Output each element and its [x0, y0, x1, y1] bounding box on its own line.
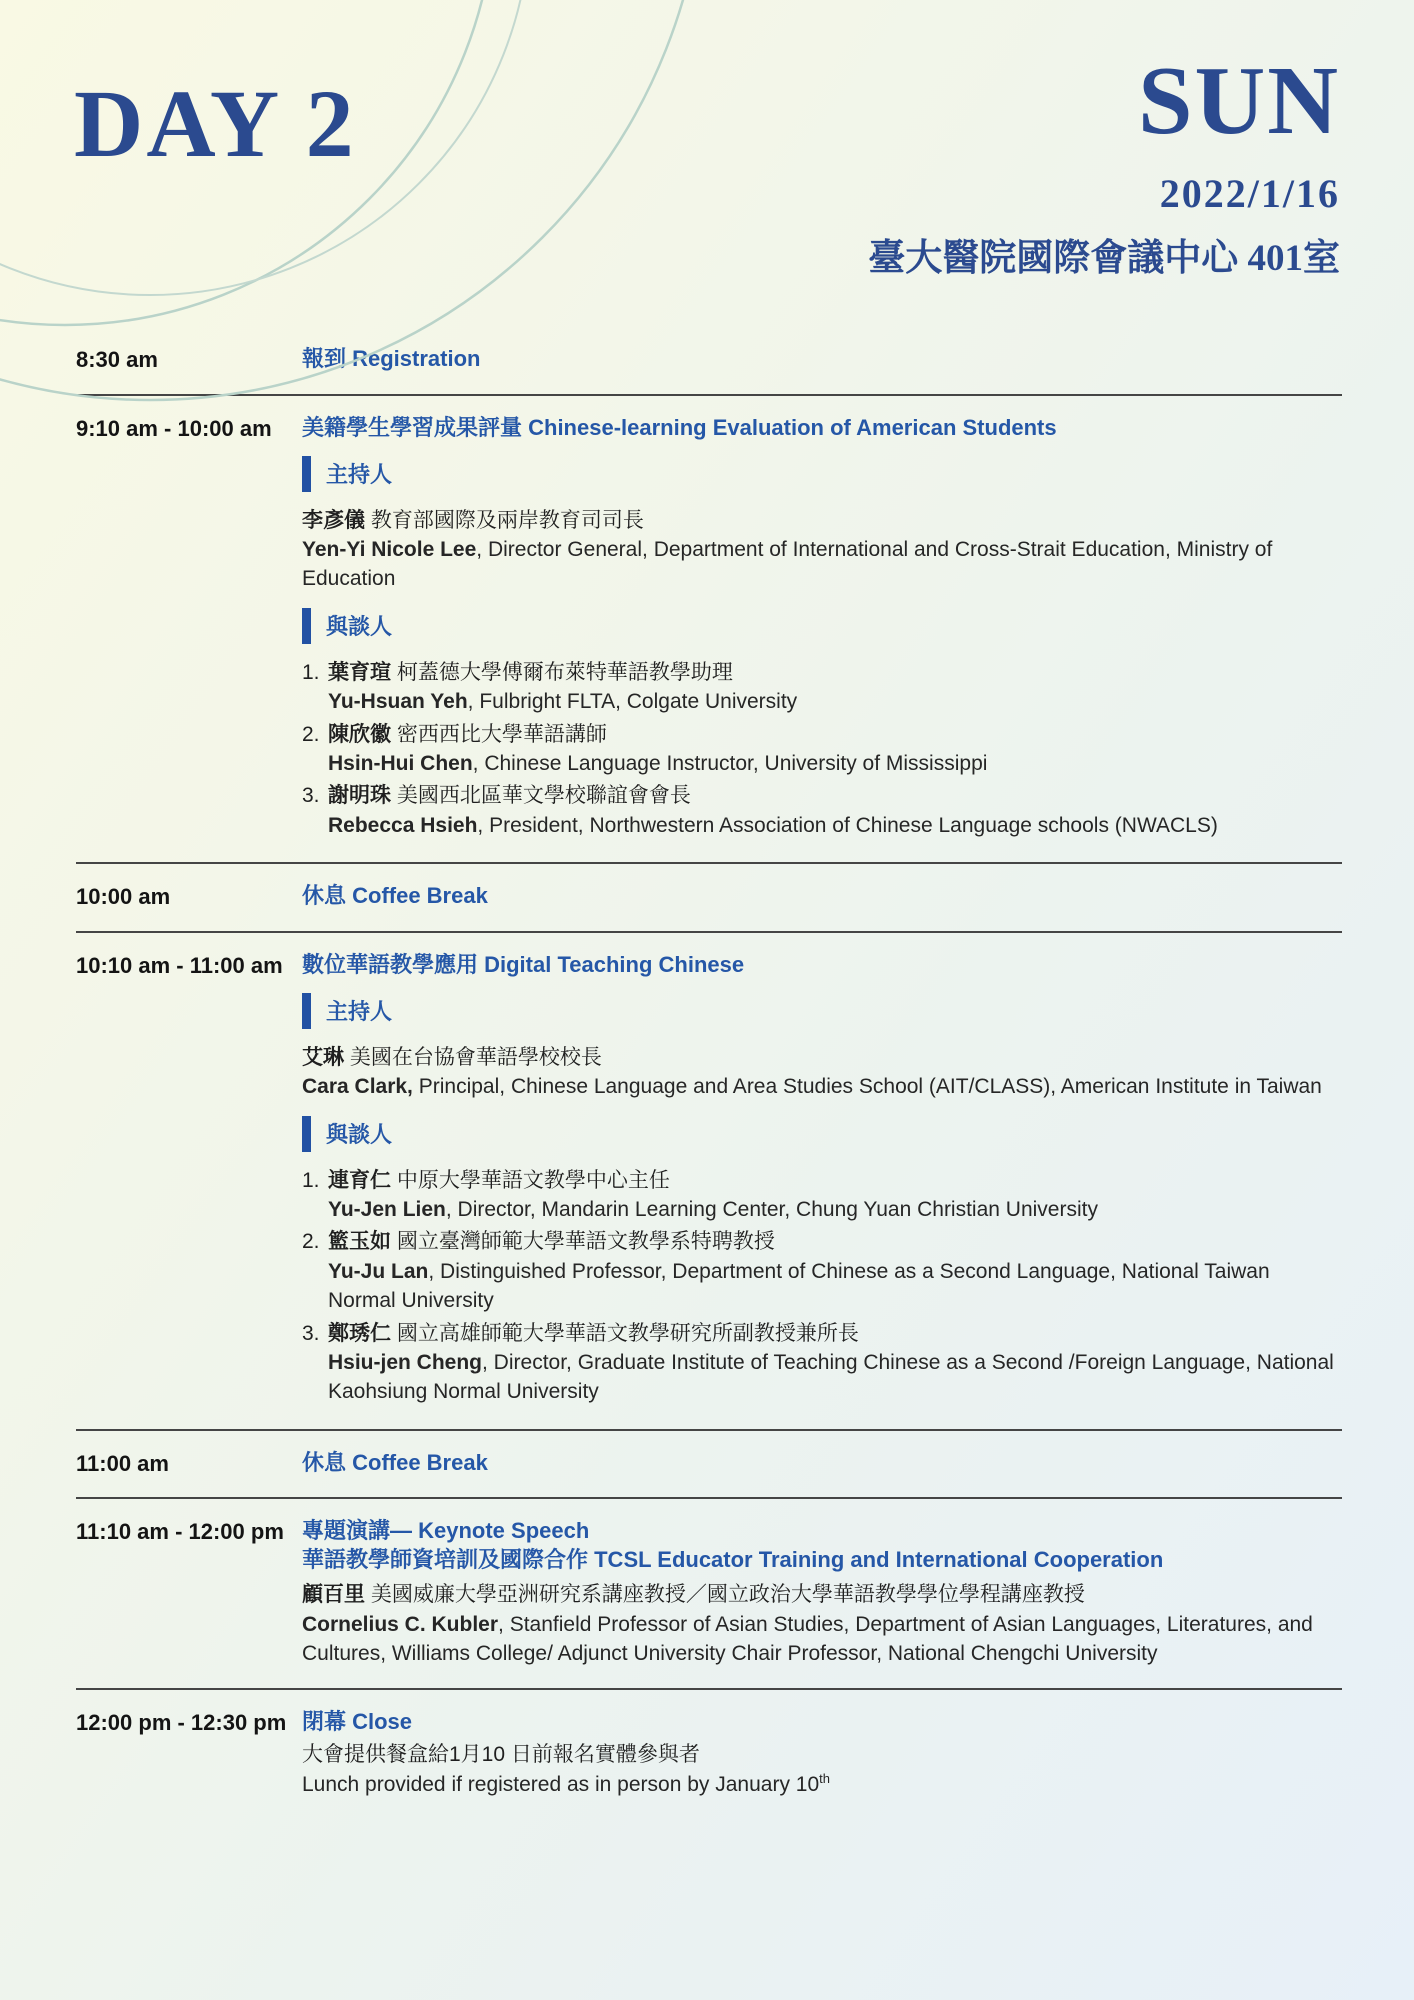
- schedule-table: [76, 327, 1342, 1819]
- speaker-name-cn: 籃玉如: [328, 1230, 391, 1254]
- speaker-affiliation-cn: 美國威廉大學亞洲研究系講座教授／國立政治大學華語教學學位學程講座教授: [365, 1583, 1085, 1607]
- panelist-list: [302, 1166, 1342, 1407]
- speaker-affiliation-cn: 國立高雄師範大學華語文教學研究所副教授兼所長: [391, 1321, 859, 1345]
- session-content: [302, 344, 1342, 375]
- panelist-number: 3.: [302, 784, 320, 808]
- role-bar: [302, 456, 311, 492]
- session-title: 休息 Coffee Break: [302, 1449, 488, 1475]
- speaker-affiliation-cn: 密西西比大學華語講師: [391, 722, 607, 746]
- session-time: 12:00 pm - 12:30 pm: [76, 1709, 287, 1735]
- role-bar: [302, 608, 311, 644]
- speaker-name-cn: 連育仁: [328, 1168, 391, 1192]
- session-content: [302, 1707, 1342, 1801]
- header-right: [868, 47, 1340, 281]
- moderator-label: 主持人: [326, 999, 393, 1025]
- schedule-row-session1: [76, 396, 1342, 863]
- panelists-label: 與談人: [326, 1122, 393, 1148]
- speaker-name-cn: 鄭琇仁: [328, 1321, 391, 1345]
- session-content: [302, 413, 1342, 844]
- speaker-name-cn: 艾琳: [302, 1045, 344, 1069]
- day-title: DAY 2: [74, 70, 357, 177]
- session-content: [302, 1516, 1342, 1668]
- speaker-name-cn: 陳欣徽: [328, 722, 391, 746]
- speaker-name-cn: 謝明珠: [328, 784, 391, 808]
- speaker-affiliation-en: Principal, Chinese Language and Area Studies School (AIT/CLASS), American Institute in Taiwan: [412, 1075, 1322, 1099]
- panelist-item: [302, 658, 1342, 717]
- session-time: 9:10 am - 10:00 am: [76, 415, 272, 441]
- schedule-row-registration: [76, 327, 1342, 394]
- speaker-affiliation-cn: 柯蓋德大學傅爾布萊特華語教學助理: [391, 660, 733, 684]
- speaker-name-en: Rebecca Hsieh: [328, 813, 478, 837]
- schedule-row-session2: [76, 933, 1342, 1429]
- schedule-row-keynote: [76, 1499, 1342, 1687]
- header: [0, 0, 1414, 281]
- session-title: 美籍學生學習成果評量 Chinese-learning Evaluation of American Students: [302, 414, 1057, 440]
- speaker-affiliation-en: , President, Northwestern Association of Chinese Language schools (NWACLS): [477, 813, 1218, 837]
- schedule-row-coffee-break-2: [76, 1431, 1342, 1498]
- session-title: 數位華語教學應用 Digital Teaching Chinese: [302, 951, 745, 977]
- weekday-title: SUN: [1137, 47, 1340, 155]
- role-bar: [302, 993, 311, 1029]
- speaker-name-cn: 顧百里: [302, 1583, 365, 1607]
- lunch-note-en: [302, 1770, 1342, 1800]
- speaker-name-en: Cara Clark,: [302, 1075, 413, 1099]
- speaker-affiliation-cn: 國立臺灣師範大學華語文教學系特聘教授: [391, 1230, 775, 1254]
- lunch-note-en-text: Lunch provided if registered as in person by January 10: [302, 1772, 820, 1796]
- keynote-title-line1: 專題演講— Keynote Speech: [302, 1518, 590, 1544]
- panelists-section-header: [302, 608, 1342, 644]
- panelist-number: 2.: [302, 722, 320, 746]
- speaker-name-en: Yu-Ju Lan: [328, 1259, 429, 1283]
- speaker-affiliation-en: , Director, Graduate Institute of Teaching Chinese as a Second /Foreign Language, National Kaohsiung Normal University: [328, 1350, 1334, 1404]
- speaker-name-cn: 李彥儀: [302, 508, 365, 532]
- session-title: 閉幕 Close: [302, 1708, 413, 1734]
- panelist-item: [302, 1319, 1342, 1407]
- speaker-name-en: Yu-Hsuan Yeh: [328, 690, 468, 714]
- panelists-section-header: [302, 1116, 1342, 1152]
- keynote-speaker-line-en: [302, 1610, 1342, 1669]
- panelist-item: [302, 1166, 1342, 1225]
- moderator-label: 主持人: [326, 462, 393, 488]
- moderator-line-en: [302, 1072, 1342, 1101]
- panelist-number: 3.: [302, 1321, 320, 1345]
- panelist-body: [328, 720, 1342, 779]
- session-content: [302, 1448, 1342, 1479]
- session-time: 11:00 am: [76, 1450, 169, 1476]
- panelist-item: [302, 781, 1342, 840]
- speaker-affiliation-cn: 美國在台協會華語學校校長: [344, 1045, 602, 1069]
- lunch-note-cn: 大會提供餐盒給1月10 日前報名實體參與者: [302, 1742, 700, 1766]
- panelist-list: [302, 658, 1342, 840]
- lunch-note-en-ordinal: th: [819, 1770, 830, 1786]
- panelist-body: [328, 658, 1342, 717]
- panelist-item: [302, 720, 1342, 779]
- panelist-body: [328, 1227, 1342, 1315]
- keynote-speaker-line-cn: [302, 1580, 1342, 1609]
- role-bar: [302, 1116, 311, 1152]
- speaker-affiliation-en: , Fulbright FLTA, Colgate University: [467, 690, 798, 714]
- panelist-body: [328, 781, 1342, 840]
- session-time: 8:30 am: [76, 347, 158, 372]
- speaker-affiliation-en: , Distinguished Professor, Department of Chinese as a Second Language, National Taiwan Normal University: [328, 1259, 1270, 1313]
- moderator-line-cn: [302, 1043, 1342, 1072]
- event-date: 2022/1/16: [1159, 171, 1340, 216]
- speaker-name-en: Yen-Yi Nicole Lee: [302, 538, 477, 562]
- moderator-section-header: [302, 456, 1342, 492]
- speaker-name-en: Cornelius C. Kubler: [302, 1612, 499, 1636]
- speaker-affiliation-cn: 教育部國際及兩岸教育司司長: [365, 508, 644, 532]
- speaker-affiliation-en: , Director, Mandarin Learning Center, Chung Yuan Christian University: [445, 1197, 1098, 1221]
- keynote-title-line2: 華語教學師資培訓及國際合作 TCSL Educator Training and International Cooperation: [302, 1547, 1164, 1573]
- session-time: 11:10 am - 12:00 pm: [76, 1519, 284, 1545]
- event-venue: 臺大醫院國際會議中心 401室: [868, 238, 1340, 279]
- panelist-number: 1.: [302, 660, 320, 684]
- speaker-affiliation-en: , Stanfield Professor of Asian Studies, Department of Asian Languages, Literatures, and Cultures, Williams College/ Adjunct University Chair Professor, National Chengchi University: [302, 1612, 1313, 1666]
- session-title: 報到 Registration: [302, 346, 481, 371]
- speaker-name-en: Hsin-Hui Chen: [328, 751, 473, 775]
- speaker-affiliation-en: , Chinese Language Instructor, University of Mississippi: [472, 751, 988, 775]
- moderator-line-cn: [302, 506, 1342, 535]
- panelist-body: [328, 1319, 1342, 1407]
- speaker-name-en: Yu-Jen Lien: [328, 1197, 446, 1221]
- moderator-section-header: [302, 993, 1342, 1029]
- session-time: 10:10 am - 11:00 am: [76, 952, 283, 978]
- speaker-name-cn: 葉育瑄: [328, 660, 391, 684]
- session-content: [302, 881, 1342, 912]
- panelists-label: 與談人: [326, 614, 393, 640]
- speaker-affiliation-cn: 美國西北區華文學校聯誼會會長: [391, 784, 691, 808]
- moderator-line-en: [302, 535, 1342, 594]
- panelist-number: 1.: [302, 1168, 320, 1192]
- speaker-name-en: Hsiu-jen Cheng: [328, 1350, 483, 1374]
- session-content: [302, 950, 1342, 1410]
- panelist-number: 2.: [302, 1230, 320, 1254]
- schedule-row-close: [76, 1690, 1342, 1820]
- session-time: 10:00 am: [76, 884, 171, 910]
- session-title: 休息 Coffee Break: [302, 883, 488, 909]
- panelist-item: [302, 1227, 1342, 1315]
- schedule-row-coffee-break-1: [76, 864, 1342, 931]
- speaker-affiliation-cn: 中原大學華語文教學中心主任: [391, 1168, 670, 1192]
- speaker-affiliation-en: , Director General, Department of International and Cross-Strait Education, Ministry of Education: [302, 538, 1273, 591]
- panelist-body: [328, 1166, 1342, 1225]
